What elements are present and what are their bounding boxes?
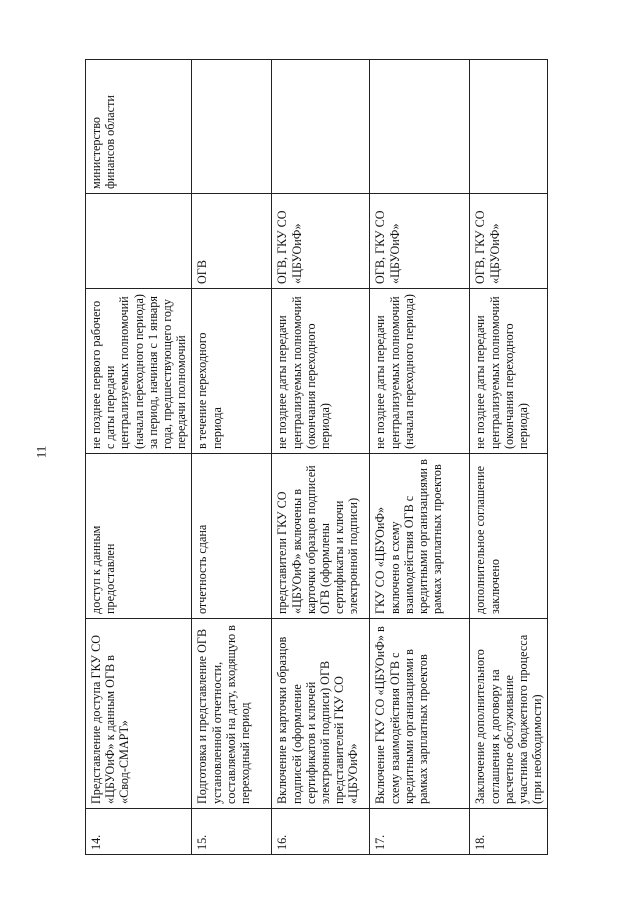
responsible-cell: ОГВ [192,194,272,289]
row-number: 16. [272,809,370,855]
event-cell: Включение ГКУ СО «ЦБУОиФ» в схему взаимодействия ОГВ с кредитными организациями в рамках зарплатных проектов [370,619,470,809]
table-row [272,60,370,855]
result-cell: представители ГКУ СО «ЦБУОиФ» включены в карточки образцов подписей ОГВ (оформлены сертификаты и ключи электронной подписи) [272,454,370,619]
responsible-cell [86,194,192,289]
event-cell: Представление доступа ГКУ СО «ЦБУОиФ» к данным ОГВ в «Свод-СМАРТ» [86,619,192,809]
measures-table [85,59,548,855]
row-number: 15. [192,809,272,855]
event-cell: Подготовка и представление ОГВ установленной отчетности, составляемой на дату, входящую в переходный период [192,619,272,809]
result-cell: доступ к данным предоставлен [86,454,192,619]
coexecutor-cell [470,60,548,194]
responsible-cell: ОГВ, ГКУ СО «ЦБУОиФ» [470,194,548,289]
row-number: 18. [470,809,548,855]
coexecutor-cell: министерство финансов области [86,60,192,194]
page-number: 11 [33,445,49,459]
deadline-cell: не позднее первого рабочего с даты передачи централизуемых полномочий (начала переходного периода) за период, начиная с 1 января года, предшествующего году передачи полномочий [86,289,192,454]
responsible-cell: ОГВ, ГКУ СО «ЦБУОиФ» [272,194,370,289]
row-number: 14. [86,809,192,855]
deadline-cell: не позднее даты передачи централизуемых полномочий (окончания переходного периода) [272,289,370,454]
result-cell: ГКУ СО «ЦБУОиФ» включено в схему взаимодействия ОГВ с кредитными организациями в рамках зарплатных проектов [370,454,470,619]
table-row [86,60,192,855]
row-number: 17. [370,809,470,855]
result-cell: отчетность сдана [192,454,272,619]
coexecutor-cell [192,60,272,194]
event-cell: Заключение дополнительного соглашения к договору на расчетное обслуживание участника бюджетного процесса (при необходимости) [470,619,548,809]
table-row [470,60,548,855]
coexecutor-cell [370,60,470,194]
deadline-cell: в течение переходного периода [192,289,272,454]
responsible-cell: ОГВ, ГКУ СО «ЦБУОиФ» [370,194,470,289]
table-row [370,60,470,855]
deadline-cell: не позднее даты передачи централизуемых полномочий (окончания переходного периода) [470,289,548,454]
deadline-cell: не позднее даты передачи централизуемых полномочий (начала переходного периода) [370,289,470,454]
rotated-table-container [85,60,545,855]
event-cell: Включение в карточки образцов подписей (оформление сертификатов и ключей электронной подписи) ОГВ представителей ГКУ СО «ЦБУОиФ» [272,619,370,809]
table-row [192,60,272,855]
result-cell: дополнительное соглашение заключено [470,454,548,619]
coexecutor-cell [272,60,370,194]
